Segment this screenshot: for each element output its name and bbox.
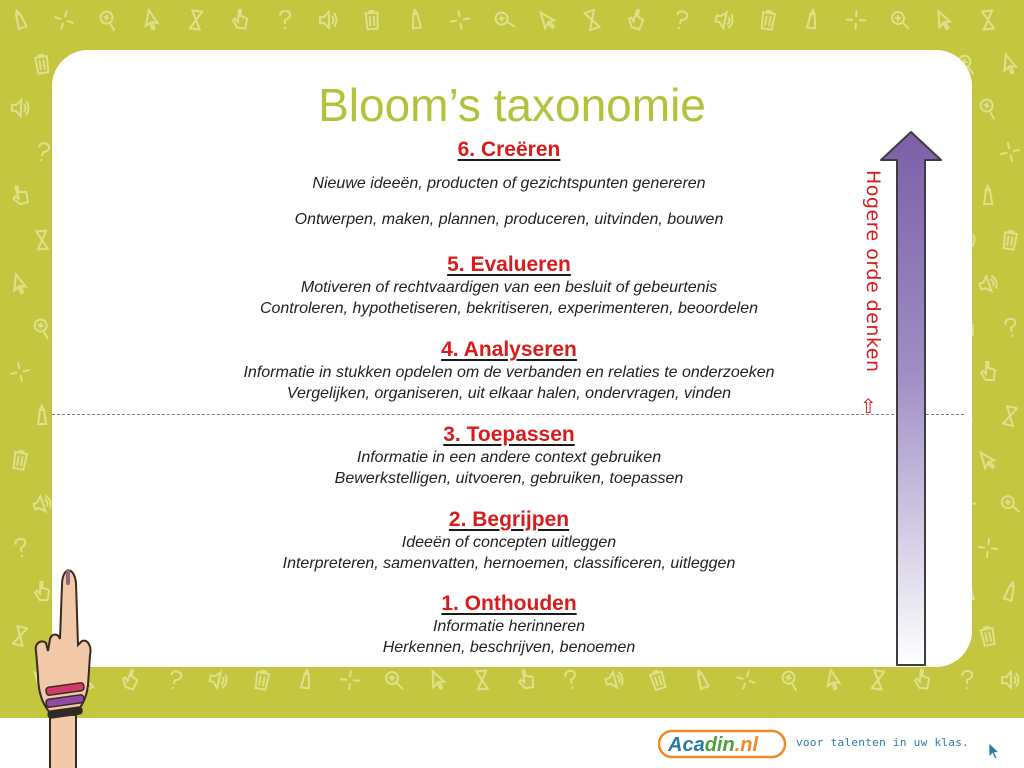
level-title: 6. Creëren [457, 138, 561, 161]
cursor-icon [988, 742, 1000, 760]
level-verbs: Vergelijken, organiseren, uit elkaar halen, ondervragen, vinden [286, 385, 732, 402]
level-6 [150, 138, 868, 238]
level-4 [150, 338, 868, 404]
lower-higher-divider [52, 414, 964, 415]
raised-hand-icon [22, 555, 102, 768]
level-title: 5. Evalueren [447, 253, 571, 276]
svg-text:Acadin.nl: Acadin.nl [668, 734, 759, 756]
level-description: Motiveren of rechtvaardigen van een besluit of gebeurtenis [300, 279, 718, 296]
level-description: Ideeën of concepten uitleggen [401, 534, 617, 551]
level-3 [150, 423, 868, 489]
level-verbs: Bewerkstelligen, uitvoeren, gebruiken, toepassen [334, 470, 684, 487]
level-verbs: Herkennen, beschrijven, benoemen [382, 639, 636, 656]
up-outline-arrow-icon: ⇧ [860, 394, 877, 418]
level-title: 1. Onthouden [441, 592, 577, 615]
acadin-logo [658, 728, 786, 760]
level-title: 2. Begrijpen [448, 508, 570, 531]
level-description: Informatie herinneren [432, 618, 586, 635]
level-5 [150, 253, 868, 319]
slide-title: Bloom’s taxonomie [318, 79, 706, 131]
level-1 [150, 592, 868, 658]
up-arrow-icon [880, 130, 950, 670]
higher-order-thinking-label: Hogere orde denken [862, 170, 884, 373]
level-verbs: Ontwerpen, maken, plannen, produceren, uitvinden, bouwen [294, 211, 724, 228]
level-2 [150, 508, 868, 574]
level-title: 4. Analyseren [441, 338, 577, 361]
level-description: Informatie in stukken opdelen om de verbanden en relaties te onderzoeken [243, 364, 775, 381]
level-description: Informatie in een andere context gebruiken [356, 449, 662, 466]
level-verbs: Interpreteren, samenvatten, hernoemen, classificeren, uitleggen [282, 555, 736, 572]
level-verbs: Controleren, hypothetiseren, bekritiseren, experimenteren, beoordelen [259, 300, 759, 317]
level-description: Nieuwe ideeën, producten of gezichtspunten genereren [312, 175, 706, 192]
level-title: 3. Toepassen [443, 423, 575, 446]
footer-tagline: voor talenten in uw klas. [796, 736, 970, 749]
